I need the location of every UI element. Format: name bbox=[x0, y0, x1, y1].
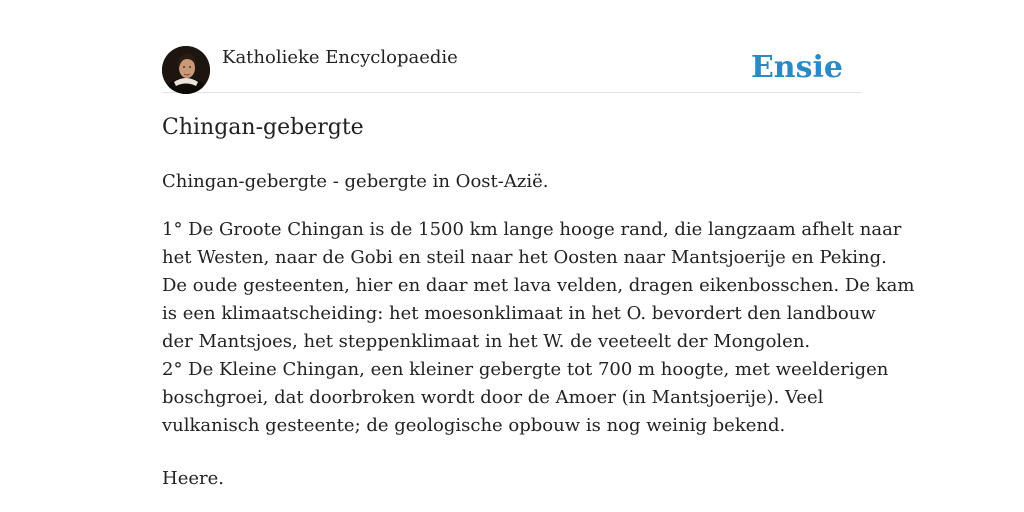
page-title: Chingan-gebergte bbox=[162, 115, 364, 140]
article-body bbox=[162, 216, 915, 440]
body-line: boschgroei, dat doorbroken wordt door de Amoer (in Mantsjoerije). Veel bbox=[162, 387, 824, 408]
body-line: 2° De Kleine Chingan, een kleiner gebergte tot 700 m hoogte, met weelderigen bbox=[162, 359, 889, 380]
author-signature: Heere. bbox=[162, 468, 224, 489]
site-header bbox=[162, 46, 862, 93]
body-line: der Mantsjoes, het steppenklimaat in het W. de veeteelt der Mongolen. bbox=[162, 331, 811, 352]
portrait-avatar-icon[interactable] bbox=[162, 46, 210, 94]
body-line: vulkanisch gesteente; de geologische opbouw is nog weinig bekend. bbox=[162, 415, 786, 436]
body-line: 1° De Groote Chingan is de 1500 km lange hooge rand, die langzaam afhelt naar bbox=[162, 219, 902, 240]
portrait-avatar-svg bbox=[162, 46, 210, 94]
body-line: De oude gesteenten, hier en daar met lava velden, dragen eikenbosschen. De kam bbox=[162, 275, 915, 296]
site-name[interactable]: Katholieke Encyclopaedie bbox=[222, 47, 458, 68]
article-lede: Chingan-gebergte - gebergte in Oost-Azië. bbox=[162, 171, 549, 192]
body-line: het Westen, naar de Gobi en steil naar het Oosten naar Mantsjoerije en Peking. bbox=[162, 247, 887, 268]
brand-logo[interactable]: Ensie bbox=[750, 50, 843, 85]
body-line: is een klimaatscheiding: het moesonklimaat in het O. bevordert den landbouw bbox=[162, 303, 876, 324]
